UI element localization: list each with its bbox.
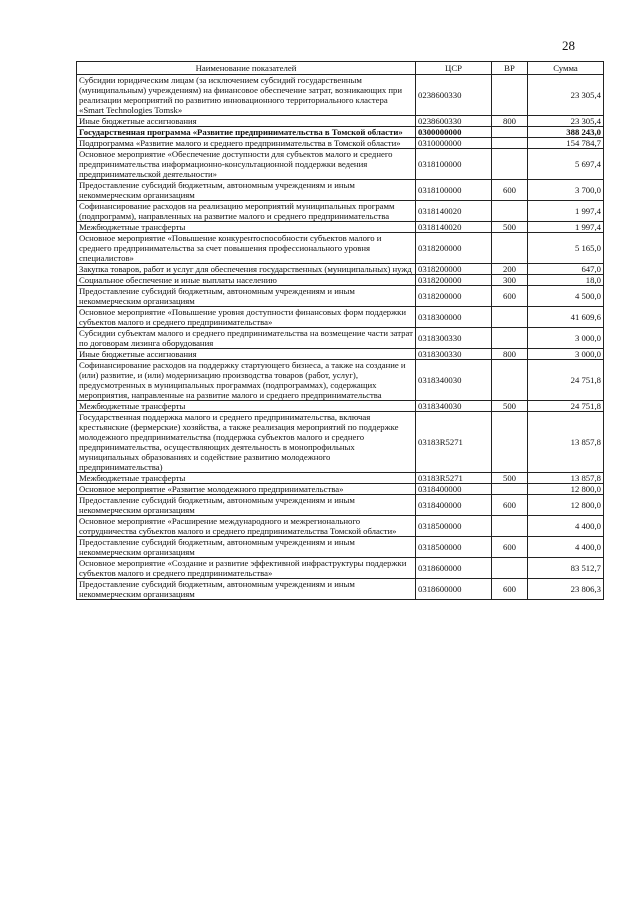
table-row xyxy=(77,495,604,516)
cell-csr: 0318200000 xyxy=(416,264,492,275)
cell-vr: 600 xyxy=(492,495,528,516)
table-row xyxy=(77,558,604,579)
cell-csr: 0318200000 xyxy=(416,286,492,307)
header-name: Наименование показателей xyxy=(77,62,416,75)
table-row xyxy=(77,484,604,495)
cell-name: Межбюджетные трансферты xyxy=(77,401,416,412)
table-row xyxy=(77,75,604,116)
cell-csr: 0318200000 xyxy=(416,275,492,286)
cell-sum: 23 806,3 xyxy=(528,579,604,600)
cell-sum: 4 400,0 xyxy=(528,537,604,558)
cell-csr: 0318600000 xyxy=(416,558,492,579)
cell-name: Предоставление субсидий бюджетным, автономным учреждениям и иным некоммерческим организациям xyxy=(77,180,416,201)
cell-vr xyxy=(492,127,528,138)
cell-name: Закупка товаров, работ и услуг для обеспечения государственных (муниципальных) нужд xyxy=(77,264,416,275)
cell-vr: 600 xyxy=(492,180,528,201)
cell-vr: 300 xyxy=(492,275,528,286)
cell-sum: 3 000,0 xyxy=(528,349,604,360)
cell-vr: 200 xyxy=(492,264,528,275)
cell-name: Межбюджетные трансферты xyxy=(77,222,416,233)
cell-csr: 03183R5271 xyxy=(416,473,492,484)
cell-sum: 4 400,0 xyxy=(528,516,604,537)
page-number: 28 xyxy=(562,38,575,53)
cell-name: Предоставление субсидий бюджетным, автономным учреждениям и иным некоммерческим организациям xyxy=(77,579,416,600)
cell-vr xyxy=(492,558,528,579)
cell-sum: 154 784,7 xyxy=(528,138,604,149)
cell-vr: 500 xyxy=(492,473,528,484)
cell-csr: 0318140020 xyxy=(416,201,492,222)
cell-csr: 0310000000 xyxy=(416,138,492,149)
cell-name: Предоставление субсидий бюджетным, автономным учреждениям и иным некоммерческим организациям xyxy=(77,537,416,558)
cell-vr xyxy=(492,484,528,495)
cell-sum: 13 857,8 xyxy=(528,412,604,473)
cell-vr: 500 xyxy=(492,401,528,412)
cell-csr: 0318100000 xyxy=(416,180,492,201)
table-row xyxy=(77,328,604,349)
cell-name: Государственная программа «Развитие предпринимательства в Томской области» xyxy=(77,127,416,138)
cell-csr: 0318340030 xyxy=(416,360,492,401)
table-row xyxy=(77,360,604,401)
table-row xyxy=(77,201,604,222)
table-row xyxy=(77,412,604,473)
cell-vr xyxy=(492,307,528,328)
cell-name: Основное мероприятие «Обеспечение доступности для субъектов малого и среднего предпринимательства информационно-консультационной поддержки ведения предпринимательской деятельности» xyxy=(77,149,416,180)
cell-sum: 23 305,4 xyxy=(528,116,604,127)
cell-vr xyxy=(492,360,528,401)
table-row xyxy=(77,233,604,264)
cell-name: Подпрограмма «Развитие малого и среднего предпринимательства в Томской области» xyxy=(77,138,416,149)
budget-table xyxy=(76,61,604,600)
cell-name: Основное мероприятие «Развитие молодежного предпринимательства» xyxy=(77,484,416,495)
cell-sum: 4 500,0 xyxy=(528,286,604,307)
cell-sum: 12 800,0 xyxy=(528,484,604,495)
cell-vr xyxy=(492,412,528,473)
table-row xyxy=(77,149,604,180)
cell-csr: 0318600000 xyxy=(416,579,492,600)
cell-name: Основное мероприятие «Расширение международного и межрегионального сотрудничества субъектов малого и среднего предпринимательства Томской области» xyxy=(77,516,416,537)
cell-sum: 23 305,4 xyxy=(528,75,604,116)
cell-sum: 24 751,8 xyxy=(528,401,604,412)
cell-vr: 600 xyxy=(492,537,528,558)
cell-csr: 0238600330 xyxy=(416,75,492,116)
table-row xyxy=(77,537,604,558)
table-row xyxy=(77,180,604,201)
table-row xyxy=(77,401,604,412)
cell-sum: 1 997,4 xyxy=(528,201,604,222)
header-csr: ЦСР xyxy=(416,62,492,75)
table-row xyxy=(77,138,604,149)
cell-name: Софинансирование расходов на реализацию мероприятий муниципальных программ (подпрограмм), направленных на развитие малого и среднего предпринимательства xyxy=(77,201,416,222)
cell-csr: 0318100000 xyxy=(416,149,492,180)
cell-name: Основное мероприятие «Повышение уровня доступности финансовых форм поддержки субъектов малого и среднего предпринимательства» xyxy=(77,307,416,328)
table-row xyxy=(77,222,604,233)
cell-csr: 0238600330 xyxy=(416,116,492,127)
table-row xyxy=(77,516,604,537)
cell-name: Государственная поддержка малого и среднего предпринимательства, включая крестьянские (фермерские) хозяйства, а также реализация мероприятий по поддержке молодежного предпринимательства (поддержка субъектов малого и среднего предпринимательства, осуществляющих деятельность в монопрофильных муниципальных образованиях и содействие развитию молодежного предпринимательства) xyxy=(77,412,416,473)
cell-sum: 13 857,8 xyxy=(528,473,604,484)
cell-csr: 0300000000 xyxy=(416,127,492,138)
cell-csr: 0318300000 xyxy=(416,307,492,328)
cell-vr: 600 xyxy=(492,286,528,307)
table-row xyxy=(77,127,604,138)
cell-vr: 800 xyxy=(492,349,528,360)
cell-name: Предоставление субсидий бюджетным, автономным учреждениям и иным некоммерческим организациям xyxy=(77,286,416,307)
cell-csr: 0318500000 xyxy=(416,537,492,558)
cell-sum: 5 165,0 xyxy=(528,233,604,264)
cell-name: Субсидии юридическим лицам (за исключением субсидий государственным (муниципальным) учреждениям) на финансовое обеспечение затрат, возникающих при реализации мероприятий по развитию инновационного территориального кластера «Smart Technologies Tomsk» xyxy=(77,75,416,116)
cell-vr xyxy=(492,149,528,180)
table-row xyxy=(77,349,604,360)
cell-csr: 0318300330 xyxy=(416,349,492,360)
cell-name: Социальное обеспечение и иные выплаты населению xyxy=(77,275,416,286)
cell-sum: 41 609,6 xyxy=(528,307,604,328)
cell-csr: 0318340030 xyxy=(416,401,492,412)
cell-vr: 600 xyxy=(492,579,528,600)
cell-vr xyxy=(492,516,528,537)
cell-sum: 1 997,4 xyxy=(528,222,604,233)
table-row xyxy=(77,275,604,286)
cell-vr xyxy=(492,138,528,149)
cell-name: Иные бюджетные ассигнования xyxy=(77,349,416,360)
table-row xyxy=(77,579,604,600)
cell-name: Иные бюджетные ассигнования xyxy=(77,116,416,127)
header-vr: ВР xyxy=(492,62,528,75)
cell-name: Предоставление субсидий бюджетным, автономным учреждениям и иным некоммерческим организациям xyxy=(77,495,416,516)
cell-name: Софинансирование расходов на поддержку стартующего бизнеса, а также на создание и (или) развитие, и (или) модернизацию производства товаров (работ, услуг), предусмотренных в муниципальных программах (подпрограммах), содержащих мероприятия, направленные на развитие малого и среднего предпринимательства xyxy=(77,360,416,401)
cell-csr: 03183R5271 xyxy=(416,412,492,473)
cell-sum: 83 512,7 xyxy=(528,558,604,579)
cell-sum: 5 697,4 xyxy=(528,149,604,180)
cell-sum: 3 700,0 xyxy=(528,180,604,201)
cell-name: Основное мероприятие «Создание и развитие эффективной инфраструктуры поддержки субъектов малого и среднего предпринимательства» xyxy=(77,558,416,579)
cell-vr xyxy=(492,201,528,222)
cell-csr: 0318400000 xyxy=(416,484,492,495)
table-body xyxy=(77,75,604,600)
cell-sum: 647,0 xyxy=(528,264,604,275)
table-row xyxy=(77,473,604,484)
cell-csr: 0318400000 xyxy=(416,495,492,516)
cell-sum: 3 000,0 xyxy=(528,328,604,349)
table-row xyxy=(77,286,604,307)
table-header-row xyxy=(77,62,604,75)
cell-sum: 388 243,0 xyxy=(528,127,604,138)
cell-csr: 0318300330 xyxy=(416,328,492,349)
table-row xyxy=(77,264,604,275)
cell-csr: 0318140020 xyxy=(416,222,492,233)
cell-vr xyxy=(492,75,528,116)
cell-sum: 24 751,8 xyxy=(528,360,604,401)
cell-name: Субсидии субъектам малого и среднего предпринимательства на возмещение части затрат по договорам лизинга оборудования xyxy=(77,328,416,349)
cell-sum: 18,0 xyxy=(528,275,604,286)
cell-name: Основное мероприятие «Повышение конкурентоспособности субъектов малого и среднего предпринимательства за счет повышения профессионального уровня специалистов» xyxy=(77,233,416,264)
cell-vr xyxy=(492,233,528,264)
table-row xyxy=(77,116,604,127)
cell-vr: 800 xyxy=(492,116,528,127)
cell-vr xyxy=(492,328,528,349)
cell-csr: 0318200000 xyxy=(416,233,492,264)
table-row xyxy=(77,307,604,328)
header-sum: Сумма xyxy=(528,62,604,75)
cell-csr: 0318500000 xyxy=(416,516,492,537)
cell-name: Межбюджетные трансферты xyxy=(77,473,416,484)
cell-sum: 12 800,0 xyxy=(528,495,604,516)
cell-vr: 500 xyxy=(492,222,528,233)
